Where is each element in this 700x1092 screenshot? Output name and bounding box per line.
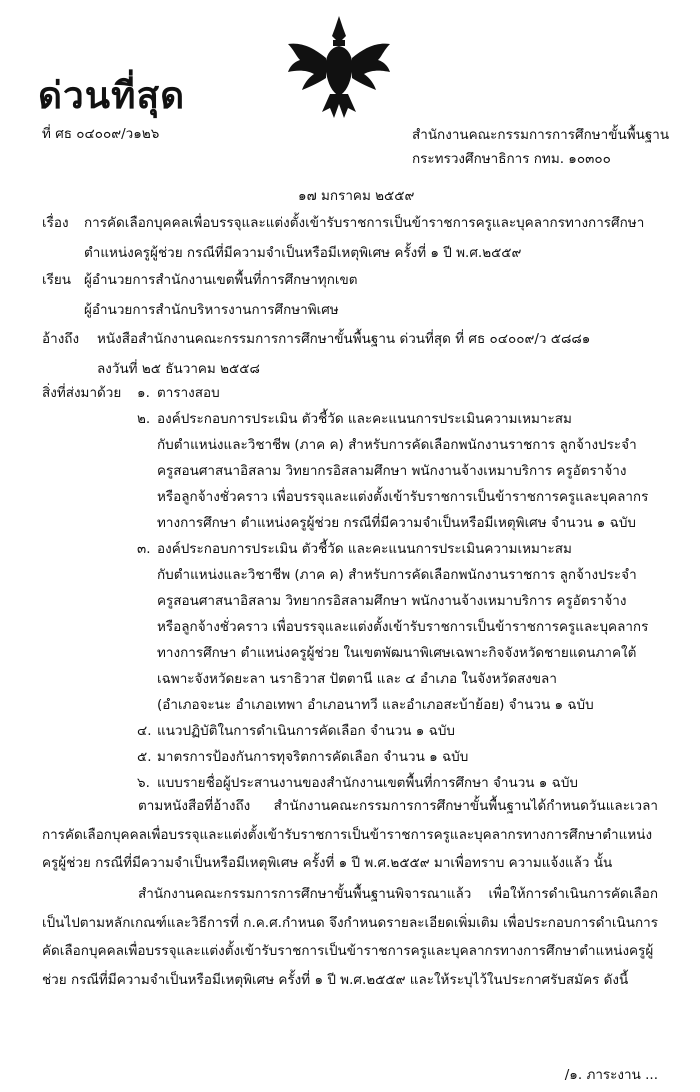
enclosure-line: ทางการศึกษา ตำแหน่งครูผู้ช่วย ในเขตพัฒนาพิเศษเฉพาะกิจจังหวัดชายแดนภาคใต้ (157, 645, 637, 661)
recipients-section (42, 268, 358, 320)
enclosure-line: ทางการศึกษา ตำแหน่งครูผู้ช่วย กรณีที่มีความจำเป็นหรือมีเหตุพิเศษ จำนวน ๑ ฉบับ (157, 515, 636, 531)
recipients-label: เรียน (42, 272, 72, 288)
enclosure-line: เฉพาะจังหวัดยะลา นราธิวาส ปัตตานี และ ๔ อำเภอ ในจังหวัดสงขลา (157, 671, 557, 687)
recipient-line: ผู้อำนวยการสำนักงานเขตพื้นที่การศึกษาทุกเขต (84, 272, 358, 288)
enclosure-line: แบบรายชื่อผู้ประสานงานของสำนักงานเขตพื้นที่การศึกษา จำนวน ๑ ฉบับ (157, 775, 579, 791)
enclosure-line: ครูสอนศาสนาอิสลาม วิทยากรอิสลามศึกษา พนักงานจ้างเหมาบริการ ครูอัตราจ้าง (157, 463, 627, 479)
enclosure-line: ครูสอนศาสนาอิสลาม วิทยากรอิสลามศึกษา พนักงานจ้างเหมาบริการ ครูอัตราจ้าง (157, 593, 627, 609)
reference-line: หนังสือสำนักงานคณะกรรมการการศึกษาขั้นพื้นฐาน ด่วนที่สุด ที่ ศธ ๐๔๐๐๙/ว ๕๘๘๑ (97, 331, 591, 347)
body-paragraph: ตามหนังสือที่อ้างถึง สำนักงานคณะกรรมการการศึกษาขั้นพื้นฐานได้กำหนดวันและเวลาการคัดเลือกบุคคลเพื่อบรรจุและแต่งตั้งเข้ารับราชการเป็นข้าราชการครูและบุคลากรทางการศึกษาตำแหน่งครูผู้ช่วย กรณีที่มีความจำเป็นหรือมีเหตุพิเศษ ครั้งที่ ๑ ปี พ.ศ.๒๕๕๙ มาเพื่อทราบ ความแจ้งแล้ว นั้น (42, 798, 658, 871)
enclosure-number: ๑. (137, 385, 150, 401)
urgency-stamp: ด่วนที่สุด (38, 74, 186, 117)
enclosure-line: หรือลูกจ้างชั่วคราว เพื่อบรรจุและแต่งตั้งเข้ารับราชการเป็นข้าราชการครูและบุคลากร (157, 619, 649, 635)
enclosure-number: ๒. (137, 411, 151, 427)
enclosure-line: องค์ประกอบการประเมิน ตัวชี้วัด และคะแนนการประเมินความเหมาะสม (157, 541, 572, 557)
enclosure-line: มาตรการป้องกันการทุจริตการคัดเลือก จำนวน ๑ ฉบับ (157, 749, 469, 765)
enclosure-number: ๓. (137, 541, 151, 557)
enclosure-number: ๔. (137, 723, 152, 739)
reference-section (42, 327, 590, 379)
document-date: ๑๗ มกราคม ๒๕๕๙ (298, 188, 415, 204)
enclosure-line: หรือลูกจ้างชั่วคราว เพื่อบรรจุและแต่งตั้งเข้ารับราชการเป็นข้าราชการครูและบุคลากร (157, 489, 649, 505)
ministry-address: กระทรวงศึกษาธิการ กทม. ๑๐๓๐๐ (412, 151, 611, 167)
enclosures-section (42, 380, 648, 796)
reference-line: ลงวันที่ ๒๕ ธันวาคม ๒๕๕๘ (97, 361, 260, 377)
subject-section (42, 211, 644, 263)
agency-name: สำนักงานคณะกรรมการการศึกษาขั้นพื้นฐาน (412, 127, 670, 143)
enclosure-line: ตารางสอบ (157, 385, 220, 401)
garuda-emblem (280, 8, 398, 126)
enclosure-line: องค์ประกอบการประเมิน ตัวชี้วัด และคะแนนการประเมินความเหมาะสม (157, 411, 572, 427)
subject-line: การคัดเลือกบุคคลเพื่อบรรจุและแต่งตั้งเข้ารับราชการเป็นข้าราชการครูและบุคลากรทางการศึกษา (84, 215, 645, 231)
subject-line: ตำแหน่งครูผู้ช่วย กรณีที่มีความจำเป็นหรือมีเหตุพิเศษ ครั้งที่ ๑ ปี พ.ศ.๒๕๕๙ (84, 245, 522, 261)
enclosure-line: (อำเภอจะนะ อำเภอเทพา อำเภอนาทวี และอำเภอสะบ้าย้อย) จำนวน ๑ ฉบับ (157, 697, 594, 713)
enclosure-line: กับตำแหน่งและวิชาชีพ (ภาค ค) สำหรับการคัดเลือกพนักงานราชการ ลูกจ้างประจำ (157, 567, 637, 583)
recipient-line: ผู้อำนวยการสำนักบริหารงานการศึกษาพิเศษ (84, 302, 339, 318)
reference-label: อ้างถึง (42, 331, 80, 347)
enclosure-number: ๕. (137, 749, 152, 765)
body-paragraph: สำนักงานคณะกรรมการการศึกษาขั้นพื้นฐานพิจารณาแล้ว เพื่อให้การดำเนินการคัดเลือกเป็นไปตามหลักเกณฑ์และวิธีการที่ ก.ค.ศ.กำหนด จึงกำหนดรายละเอียดเพิ่มเติม เพื่อประกอบการดำเนินการคัดเลือกบุคคลเพื่อบรรจุและแต่งตั้งเข้ารับราชการเป็นข้าราชการครูและบุคลากรทางการศึกษาตำแหน่งครูผู้ช่วย กรณีที่มีความจำเป็นหรือมีเหตุพิเศษ ครั้งที่ ๑ ปี พ.ศ.๒๕๕๙ และให้ระบุไว้ในประกาศรับสมัคร ดังนี้ (42, 886, 658, 988)
enclosure-line: แนวปฏิบัติในการดำเนินการคัดเลือก จำนวน ๑ ฉบับ (157, 723, 456, 739)
enclosures-label: สิ่งที่ส่งมาด้วย (42, 385, 122, 401)
enclosure-line: กับตำแหน่งและวิชาชีพ (ภาค ค) สำหรับการคัดเลือกพนักงานราชการ ลูกจ้างประจำ (157, 437, 637, 453)
page-continuation: /๑. ภาระงาน ... (564, 1067, 658, 1083)
subject-label: เรื่อง (42, 215, 69, 231)
enclosure-number: ๖. (137, 775, 150, 791)
document-number: ที่ ศธ ๐๔๐๐๙/ว๑๒๖ (42, 126, 160, 142)
